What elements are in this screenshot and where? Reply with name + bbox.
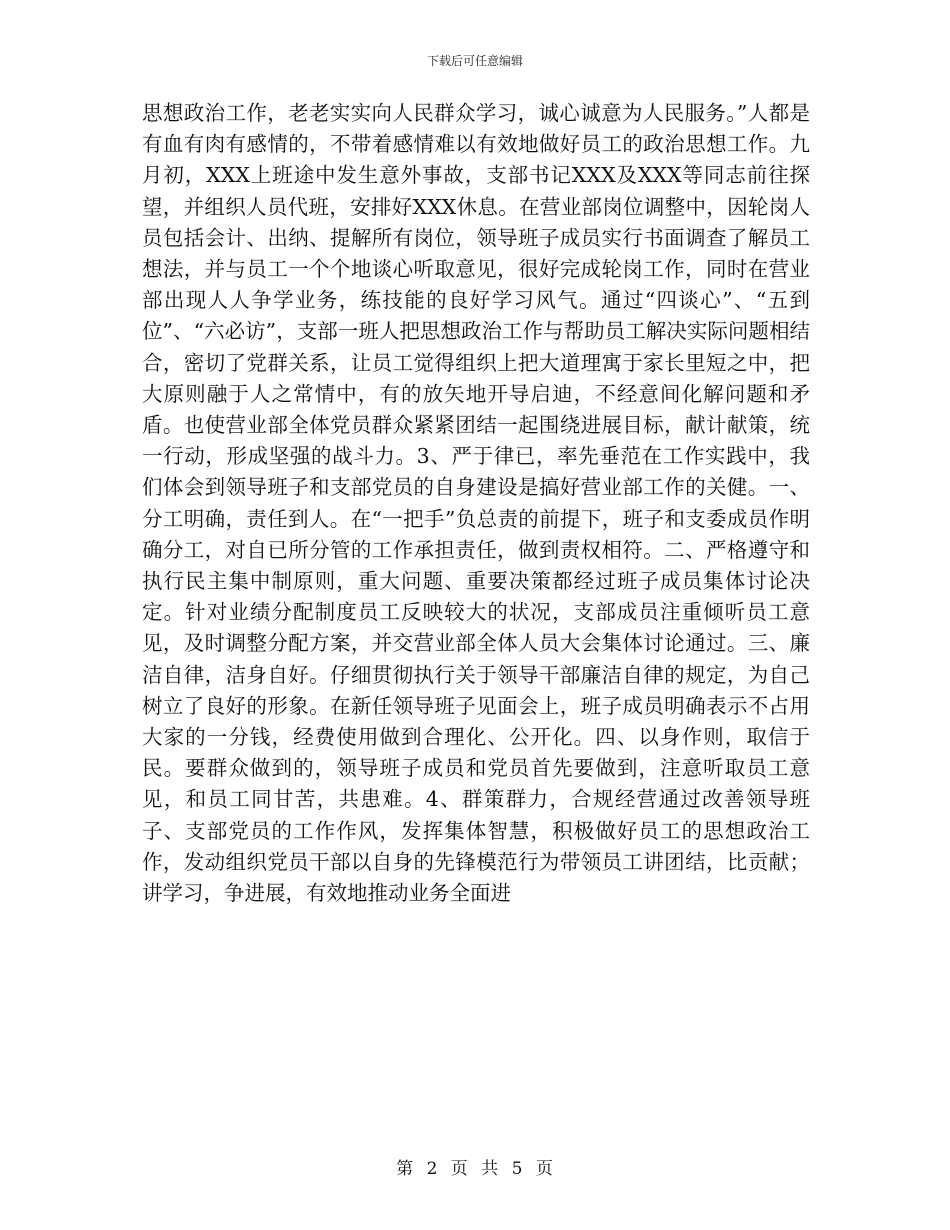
body-paragraph: 思想政治工作，老老实实向人民群众学习，诚心诚意为人民服务。”人都是有血有肉有感情的，不带着感情难以有效地做好员工的政治思想工作。九月初，XXX上班途中发生意外事故，支部书记XXX及XXX等同志前往探望，并组织人员代班，安排好XXX休息。在营业部岗位调整中，因轮岗人员包括会计、出纳、提解所有岗位，领导班子成员实行书面调查了解员工想法，并与员工一个个地谈心听取意见，很好完成轮岗工作，同时在营业部出现人人争学业务，练技能的良好学习风气。通过“四谈心”、“五到位”、“六必访”，支部一班人把思想政治工作与帮助员工解决实际问题相结合，密切了党群关系，让员工觉得组织上把大道理寓于家长里短之中，把大原则融于人之常情中，有的放矢地开导启迪，不经意间化解问题和矛盾。也使营业部全体党员群众紧紧团结一起围绕进展目标，献计献策，统一行动，形成坚强的战斗力。3、严于律已，率先垂范在工作实践中，我们体会到领导班子和支部党员的自身建设是搞好营业部工作的关健。一、分工明确，责任到人。在“一把手”负总责的前提下，班子和支委成员作明确分工，对自已所分管的工作承担责任，做到责权相符。二、严格遵守和执行民主集中制原则，重大问题、重要决策都经过班子成员集体讨论决定。针对业绩分配制度员工反映较大的状况，支部成员注重倾听员工意见，及时调整分配方案，并交营业部全体人员大会集体讨论通过。三、廉洁自律，洁身自好。仔细贯彻执行关于领导干部廉洁自律的规定，为自己树立了良好的形象。在新任领导班子见面会上，班子成员明确表示不占用大家的一分钱，经费使用做到合理化、公开化。四、以身作则，取信于民。要群众做到的，领导班子成员和党员首先要做到，注意听取员工意见，和员工同甘苦，共患难。4、群策群力，合规经营通过改善领导班子、支部党员的工作作风，发挥集体智慧，积极做好员工的思想政治工作，发动组织党员干部以自身的先锋模范行为带领员工讲团结，比贡献；讲学习，争进展，有效地推动业务全面进: [142, 101, 810, 906]
header-note: 下载后可任意编辑: [426, 54, 523, 68]
page-number: 第 2 页 共 5 页: [396, 1159, 554, 1179]
page-footer: [0, 1154, 950, 1179]
page-header: [0, 52, 950, 69]
